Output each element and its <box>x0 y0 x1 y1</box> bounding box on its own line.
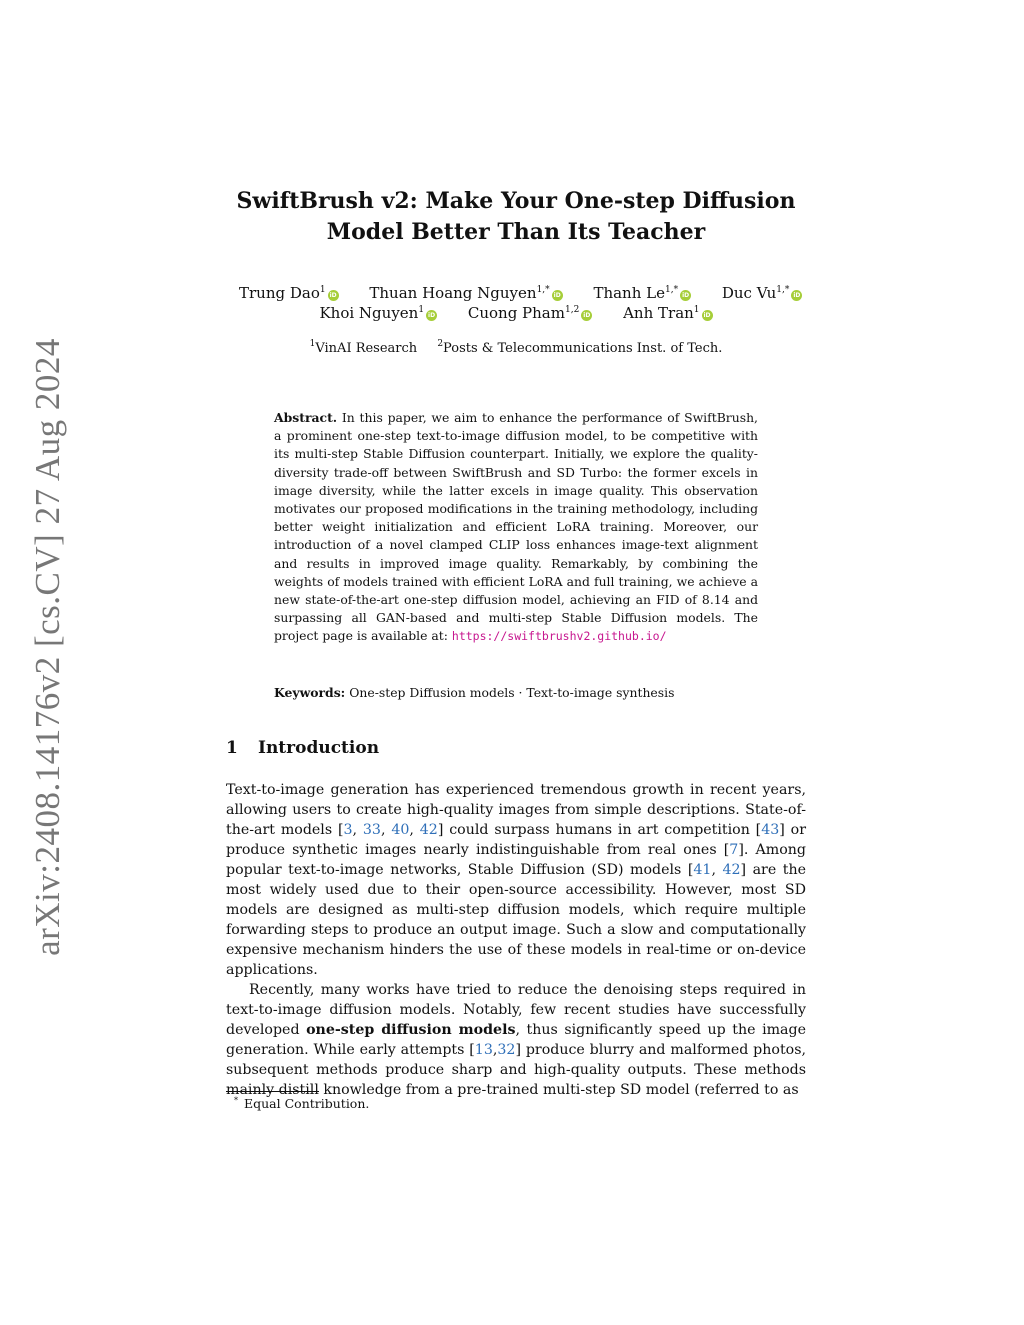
section-title: Introduction <box>258 738 380 758</box>
author-name: Trung Dao <box>239 284 320 302</box>
author <box>239 283 339 303</box>
affiliation <box>437 341 722 356</box>
abstract-label: Abstract. <box>274 410 338 425</box>
project-page-link[interactable]: https://swiftbrushv2.github.io/ <box>451 629 667 644</box>
text-span: ]. Among popular text-to-image networks, Stable Diffusion (SD) models [ <box>226 842 806 878</box>
author-affiliation-mark: 1,2 <box>564 305 580 315</box>
affiliation-name: VinAI Research <box>315 341 418 356</box>
text-span: , <box>409 822 420 838</box>
title-line-1: SwiftBrush v2: Make Your One-step Diffusion <box>236 188 796 214</box>
text-span: ] produce blurry and malformed photos, subsequent methods produce sharp and high-quality outputs. These methods mainly distill knowledge from a pre-trained multi-step SD model (referred to as <box>226 1042 806 1098</box>
keywords <box>274 684 758 702</box>
orcid-icon[interactable]: iD <box>329 292 337 299</box>
text-span: , thus significantly speed up the image generation. While early attempts [ <box>226 1022 806 1058</box>
footnote-divider <box>226 1091 319 1092</box>
author-affiliation-mark: 1,* <box>536 285 550 295</box>
footnote-text: Equal Contribution. <box>244 1096 370 1111</box>
text-span: , <box>711 862 723 878</box>
author-affiliation-mark: 1,* <box>665 285 679 295</box>
text-span: , <box>352 822 363 838</box>
orcid-icon[interactable]: iD <box>583 312 591 319</box>
author <box>722 283 802 303</box>
text-span: Text-to-image generation has experienced tremendous growth in recent years, allowing users to create high-quality images from simple descriptions. State-of-the-art models [ <box>226 782 806 838</box>
author <box>623 303 712 323</box>
orcid-icon[interactable]: iD <box>793 292 801 299</box>
citation-link[interactable]: 42 <box>419 822 438 838</box>
author <box>369 283 562 303</box>
abstract-text: In this paper, we aim to enhance the performance of SwiftBrush, a prominent one-step text-to-image diffusion model, to be competitive with its multi-step Stable Diffusion counterpart. Initially, we explore the quality-diversity trade-off between SwiftBrush and SD Turbo: the former excels in image diversity, while the latter excels in image quality. This observation motivates our proposed modifications in the training methodology, including better weight initialization and efficient LoRA training. Moreover, our introduction of a novel clamped CLIP loss enhances image-text alignment and results in improved image quality. Remarkably, by combining the weights of models trained with efficient LoRA and full training, we achieve a new state-of-the-art one-step diffusion model, achieving an FID of 8.14 and surpassing all GAN-based and multi-step Stable Diffusion models. The project page is available at: <box>274 410 758 644</box>
affiliation <box>310 341 418 356</box>
keywords-label: Keywords: <box>274 685 346 700</box>
emphasis-text: one-step diffusion models <box>306 1022 516 1038</box>
author-line-1 <box>226 283 806 303</box>
author-name: Cuong Pham <box>467 304 565 322</box>
keywords-text: One-step Diffusion models · Text-to-image synthesis <box>349 685 675 700</box>
citation-link[interactable]: 13 <box>474 1042 493 1058</box>
intro-paragraph-2 <box>226 980 806 1100</box>
citation-link[interactable]: 42 <box>722 862 741 878</box>
intro-paragraph-1 <box>226 780 806 980</box>
citation-link[interactable]: 41 <box>693 862 712 878</box>
affiliation-name: Posts & Telecommunications Inst. of Tech. <box>443 341 723 356</box>
arxiv-identifier: arXiv:2408.14176v2 [cs.CV] 27 Aug 2024 <box>28 338 68 956</box>
author <box>593 283 691 303</box>
citation-link[interactable]: 3 <box>343 822 353 838</box>
affiliations <box>226 340 806 358</box>
author-name: Khoi Nguyen <box>319 304 419 322</box>
text-span: Recently, many works have tried to reduce the denoising steps required in text-to-image diffusion models. Notably, few recent studies have successfully developed <box>226 982 806 1038</box>
abstract <box>274 409 758 646</box>
paper-title <box>226 186 806 248</box>
text-span: ] could surpass humans in art competition [ <box>437 822 762 838</box>
title-line-2: Model Better Than Its Teacher <box>326 219 706 245</box>
citation-link[interactable]: 40 <box>391 822 410 838</box>
citation-link[interactable]: 33 <box>362 822 381 838</box>
orcid-icon[interactable]: iD <box>428 312 436 319</box>
author-affiliation-mark: 1,* <box>776 285 790 295</box>
orcid-icon[interactable]: iD <box>682 292 690 299</box>
text-span: ] or produce synthetic images nearly indistinguishable from real ones [ <box>226 822 806 858</box>
author-name: Anh Tran <box>623 304 694 322</box>
author <box>319 303 437 323</box>
author <box>468 303 592 323</box>
section-heading <box>226 737 379 759</box>
introduction-body <box>226 780 806 1100</box>
citation-link[interactable]: 43 <box>761 822 780 838</box>
footnote-mark: * <box>234 1096 238 1105</box>
arxiv-stamp <box>23 338 73 956</box>
author-name: Thanh Le <box>593 284 665 302</box>
text-span: , <box>380 822 392 838</box>
citation-link[interactable]: 7 <box>729 842 739 858</box>
affiliation-mark: 2 <box>437 339 444 349</box>
section-number: 1 <box>226 738 238 758</box>
text-span: ] are the most widely used due to their open-source accessibility. However, most SD models are designed as multi-step diffusion models, which require multiple forwarding steps to produce an output image. Such a slow and computationally expensive mechanism hinders the use of these models in real-time or on-device applications. <box>226 862 806 978</box>
author-line-2 <box>226 303 806 323</box>
orcid-icon[interactable]: iD <box>703 312 711 319</box>
author-affiliation-mark: 1 <box>693 305 700 315</box>
footnote <box>226 1096 369 1112</box>
author-name: Thuan Hoang Nguyen <box>369 284 537 302</box>
citation-link[interactable]: 32 <box>497 1042 516 1058</box>
orcid-icon[interactable]: iD <box>553 292 561 299</box>
affiliation-mark: 1 <box>309 339 316 349</box>
author-affiliation-mark: 1 <box>319 285 326 295</box>
author-name: Duc Vu <box>721 284 777 302</box>
text-span: , <box>492 1042 498 1058</box>
author-affiliation-mark: 1 <box>418 305 425 315</box>
